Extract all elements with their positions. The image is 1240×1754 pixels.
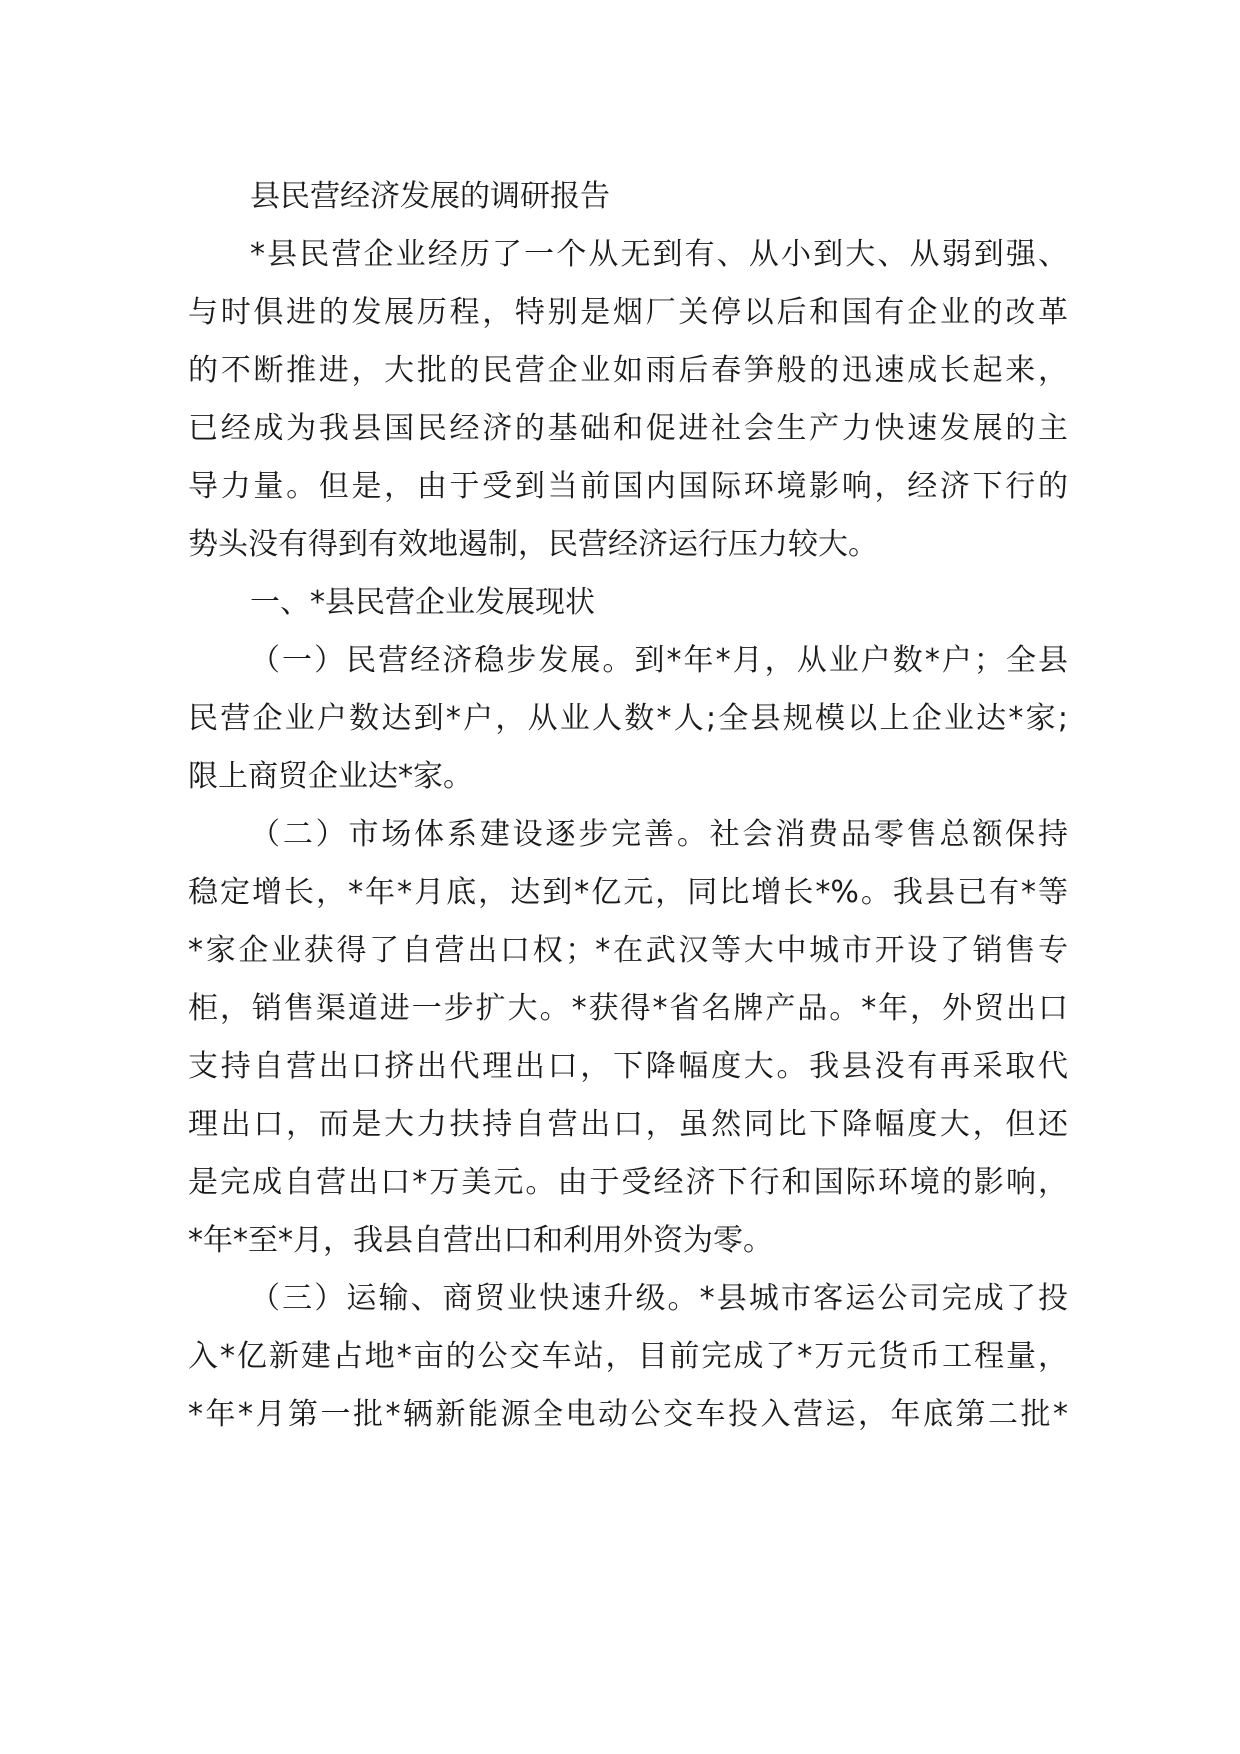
- paragraph-line: 与时俱进的发展历程，特别是烟厂关停以后和国有企业的改革: [188, 295, 1068, 330]
- paragraph-line: 势头没有得到有效地遏制，民营经济运行压力较大。: [188, 527, 878, 562]
- paragraph-line: 理出口，而是大力扶持自营出口，虽然同比下降幅度大，但还: [188, 1107, 1068, 1142]
- paragraph-line: 支持自营出口挤出代理出口，下降幅度大。我县没有再采取代: [188, 1049, 1068, 1084]
- paragraph-line: 柜，销售渠道进一步扩大。*获得*省名牌产品。*年，外贸出口: [188, 991, 1068, 1026]
- paragraph-line: 已经成为我县国民经济的基础和促进社会生产力快速发展的主: [188, 411, 1068, 446]
- paragraph-line: *年*月第一批*辆新能源全电动公交车投入营运，年底第二批*: [188, 1397, 1068, 1432]
- paragraph-line: 是完成自营出口*万美元。由于受经济下行和国际环境的影响，: [188, 1165, 1068, 1200]
- paragraph-line: 的不断推进，大批的民营企业如雨后春笋般的迅速成长起来，: [188, 353, 1068, 388]
- paragraph-line: 入*亿新建占地*亩的公交车站，目前完成了*万元货币工程量，: [188, 1339, 1068, 1374]
- paragraph-line: （一）民营经济稳步发展。到*年*月，从业户数*户；全县: [250, 643, 1068, 678]
- paragraph-line: *县民营企业经历了一个从无到有、从小到大、从弱到强、: [250, 237, 1068, 272]
- paragraph-line: 导力量。但是，由于受到当前国内国际环境影响，经济下行的: [188, 469, 1068, 504]
- paragraph-line: （二）市场体系建设逐步完善。社会消费品零售总额保持: [250, 817, 1068, 852]
- paragraph-line: *家企业获得了自营出口权；*在武汉等大中城市开设了销售专: [188, 933, 1068, 968]
- paragraph-line: 限上商贸企业达*家。: [188, 759, 473, 794]
- paragraph-line: *年*至*月，我县自营出口和利用外资为零。: [188, 1223, 773, 1258]
- paragraph-line: 稳定增长，*年*月底，达到*亿元，同比增长*%。我县已有*等: [188, 875, 1068, 910]
- paragraph-line: 民营企业户数达到*户，从业人数*人;全县规模以上企业达*家;: [188, 701, 1068, 736]
- document-title: 县民营经济发展的调研报告: [250, 179, 610, 214]
- paragraph-line: （三）运输、商贸业快速升级。*县城市客运公司完成了投: [250, 1281, 1068, 1316]
- section-heading: 一、*县民营企业发展现状: [250, 585, 595, 620]
